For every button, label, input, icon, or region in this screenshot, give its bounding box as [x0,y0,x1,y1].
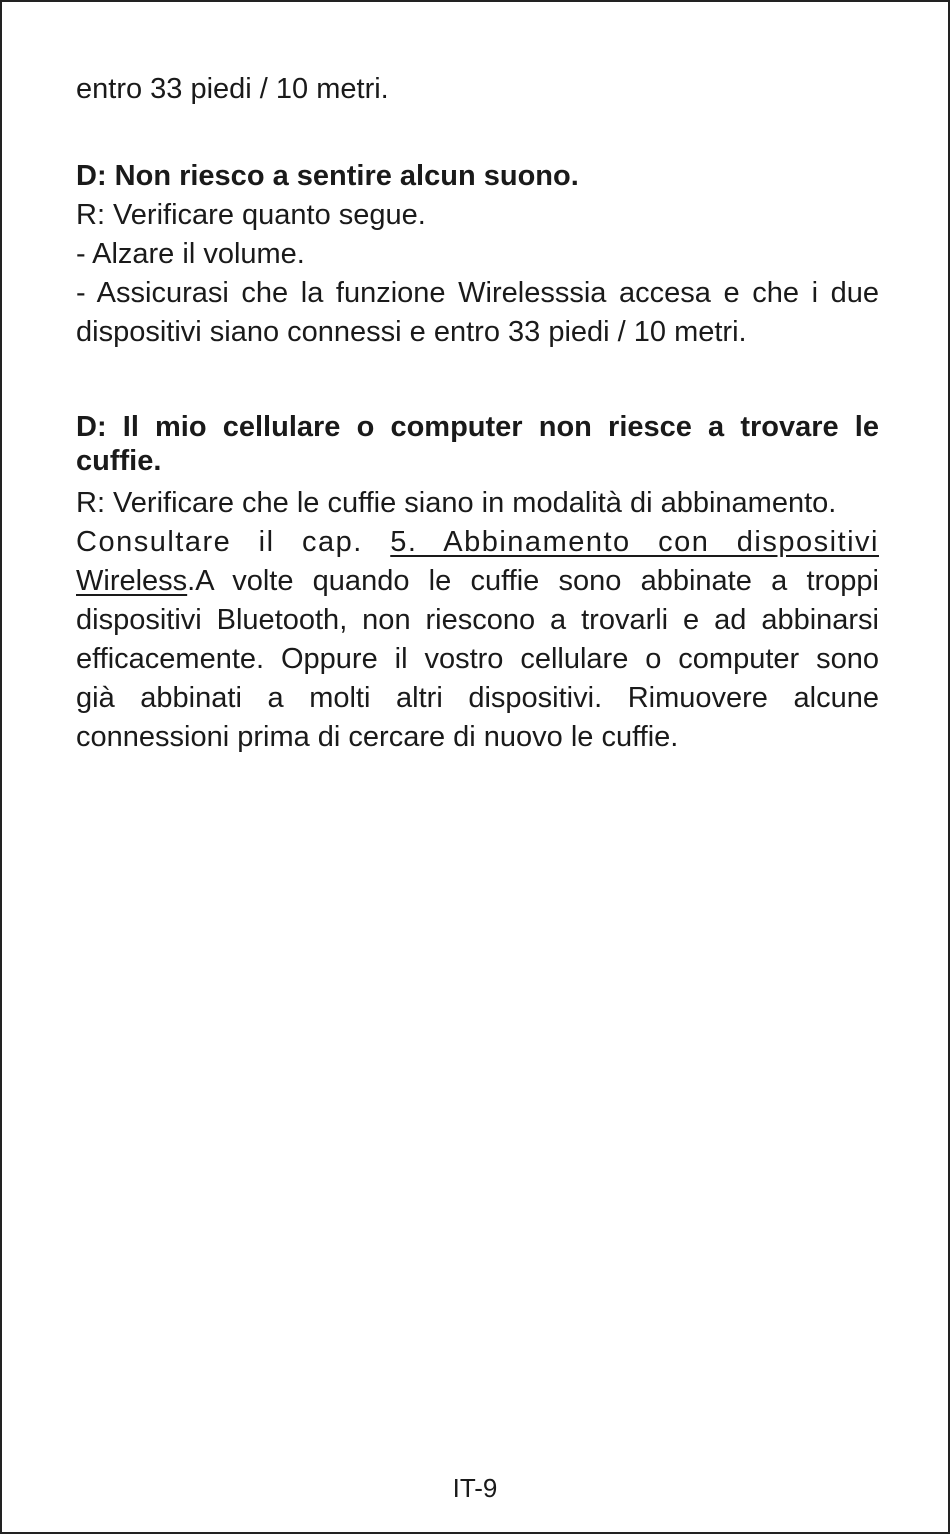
page-number: IT-9 [452,1473,498,1503]
faq-answer-line1: R: Verificare che le cuffie siano in modalità di abbinamento. [76,487,837,519]
faq-question: D: Non riesco a sentire alcun suono. [76,160,579,192]
faq-question-line2: cuffie. [76,445,162,477]
continuation-text: entro 33 piedi / 10 metri. [76,73,389,105]
chapter-link-part1[interactable]: 5. Abbinamento con dispositivi [390,526,879,558]
faq-no-sound [76,157,879,352]
line3-rest: .A volte quando le cuffie sono abbinate a troppi [187,565,879,597]
faq-bullet-wireless-line2: dispositivi siano connessi e entro 33 piedi / 10 metri. [76,316,747,348]
faq-answer-intro: R: Verificare quanto segue. [76,199,426,231]
faq-answer-line4: dispositivi Bluetooth, non riescono a trovarli e ad abbinarsi [76,604,879,636]
faq-cannot-find [76,402,879,757]
faq-answer-line6: già abbinati a molti altri dispositivi. Rimuovere alcune [76,682,879,714]
faq-answer-line5: efficacemente. Oppure il vostro cellulare o computer sono [76,643,879,675]
faq-question-line1: D: Il mio cellulare o computer non riesce a trovare le [76,411,879,443]
spacer [76,109,879,157]
consult-prefix: Consultare il cap. [76,526,363,558]
faq-bullet-wireless-line1: - Assicurasi che la funzione Wirelesssia accesa e che i due [76,277,879,309]
faq-answer-line3 [76,562,879,601]
chapter-link-part2[interactable]: Wireless [76,565,188,597]
faq-answer-line2 [76,523,879,562]
faq-answer-line7: connessioni prima di cercare di nuovo le cuffie. [76,721,679,753]
faq-bullet-volume: - Alzare il volume. [76,238,305,270]
spacer [76,352,879,402]
page-content [76,70,879,757]
